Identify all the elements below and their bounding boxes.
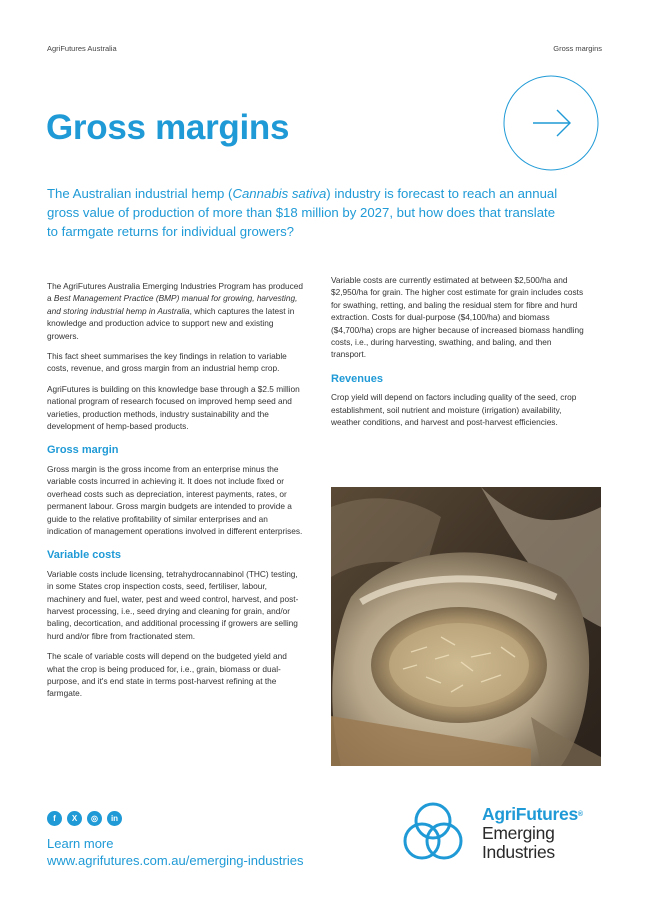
paragraph-variable-costs-1: Variable costs include licensing, tetrahydrocannabinol (THC) testing, in some States crop inspection costs, seed, fertiliser, labour, machinery and fuel, water, pest and weed control, harvest, and post-harvest processing, i.e., seed drying and cleaning for grain, and/or baling, decortication, and additional processing if growers are selling hurd and/or fibre from fractionated stem.	[47, 568, 299, 641]
hemp-sack-photo	[331, 487, 601, 766]
learn-more-label: Learn more	[47, 836, 114, 851]
instagram-icon[interactable]: ◎	[87, 811, 102, 826]
paragraph-bmp-manual: The AgriFutures Australia Emerging Industries Program has produced a Best Management Practice (BMP) manual for growing, harvesting, and storing industrial hemp in Australia, which captures the latest in knowledge and production advice to support new and existing growers.	[47, 281, 303, 341]
header-publisher: AgriFutures Australia	[47, 44, 117, 53]
paragraph-revenues: Crop yield will depend on factors including quality of the seed, crop establishment, soil nutrient and moisture (irrigation) availability, weather conditions, and harvest and post-harvest efficiencies.	[331, 392, 577, 428]
social-links	[47, 811, 122, 826]
paragraph-summary: This fact sheet summarises the key findings in relation to variable costs, revenue, and gross margin from an industrial hemp crop.	[47, 351, 287, 374]
paragraph-gross-margin: Gross margin is the gross income from an enterprise minus the variable costs incurred in achieving it. It does not include fixed or overhead costs such as depreciation, interest payments, rates, or permanent labour. Gross margin budgets are intended to provide a guide to the relative profitability of similar enterprises and an indication of management operations involved in different enterprises.	[47, 463, 303, 536]
left-column	[47, 280, 303, 708]
intro-paragraph: The Australian industrial hemp (Cannabis sativa) industry is forecast to reach an annual gross value of production of more than $18 million by 2027, but how does that translate to farmgate returns for individual growers?	[47, 186, 558, 239]
heading-gross-margin: Gross margin	[47, 444, 119, 457]
header-section-title: Gross margins	[553, 44, 602, 53]
page-title: Gross margins	[46, 108, 290, 147]
right-column	[331, 274, 587, 436]
agrifutures-logo-text: AgriFutures® Emerging Industries	[482, 804, 583, 862]
paragraph-research-program: AgriFutures is building on this knowledge base through a $2.5 million national program of research focused on improved hemp seed and varieties, production methods, industry sustainability and the development of hemp-based products.	[47, 383, 300, 432]
paragraph-variable-costs-2: The scale of variable costs will depend on the budgeted yield and what the crop is being produced for, i.e., grain, biomass or dual-purpose, and it's end state in terms post-harvest refining at the farmgate.	[47, 651, 287, 699]
facebook-icon[interactable]: f	[47, 811, 62, 826]
agrifutures-logo-icon	[400, 799, 466, 865]
website-link[interactable]: www.agrifutures.com.au/emerging-industries	[47, 853, 304, 868]
arrow-right-icon	[503, 75, 599, 171]
x-icon[interactable]: X	[67, 811, 82, 826]
paragraph-cost-estimates: Variable costs are currently estimated at between $2,500/ha and $2,950/ha for grain. The higher cost estimate for grain includes costs for swathing, retting, and baling the residual stem for fibre and hurd extraction. Costs for dual-purpose ($4,100/ha) and biomass ($4,700/ha) crops are higher because of increased biomass handling costs, i.e., during harvesting, swathing, and baling, and then transport.	[331, 275, 584, 360]
heading-variable-costs: Variable costs	[47, 549, 121, 562]
linkedin-icon[interactable]: in	[107, 811, 122, 826]
heading-revenues: Revenues	[331, 372, 383, 385]
